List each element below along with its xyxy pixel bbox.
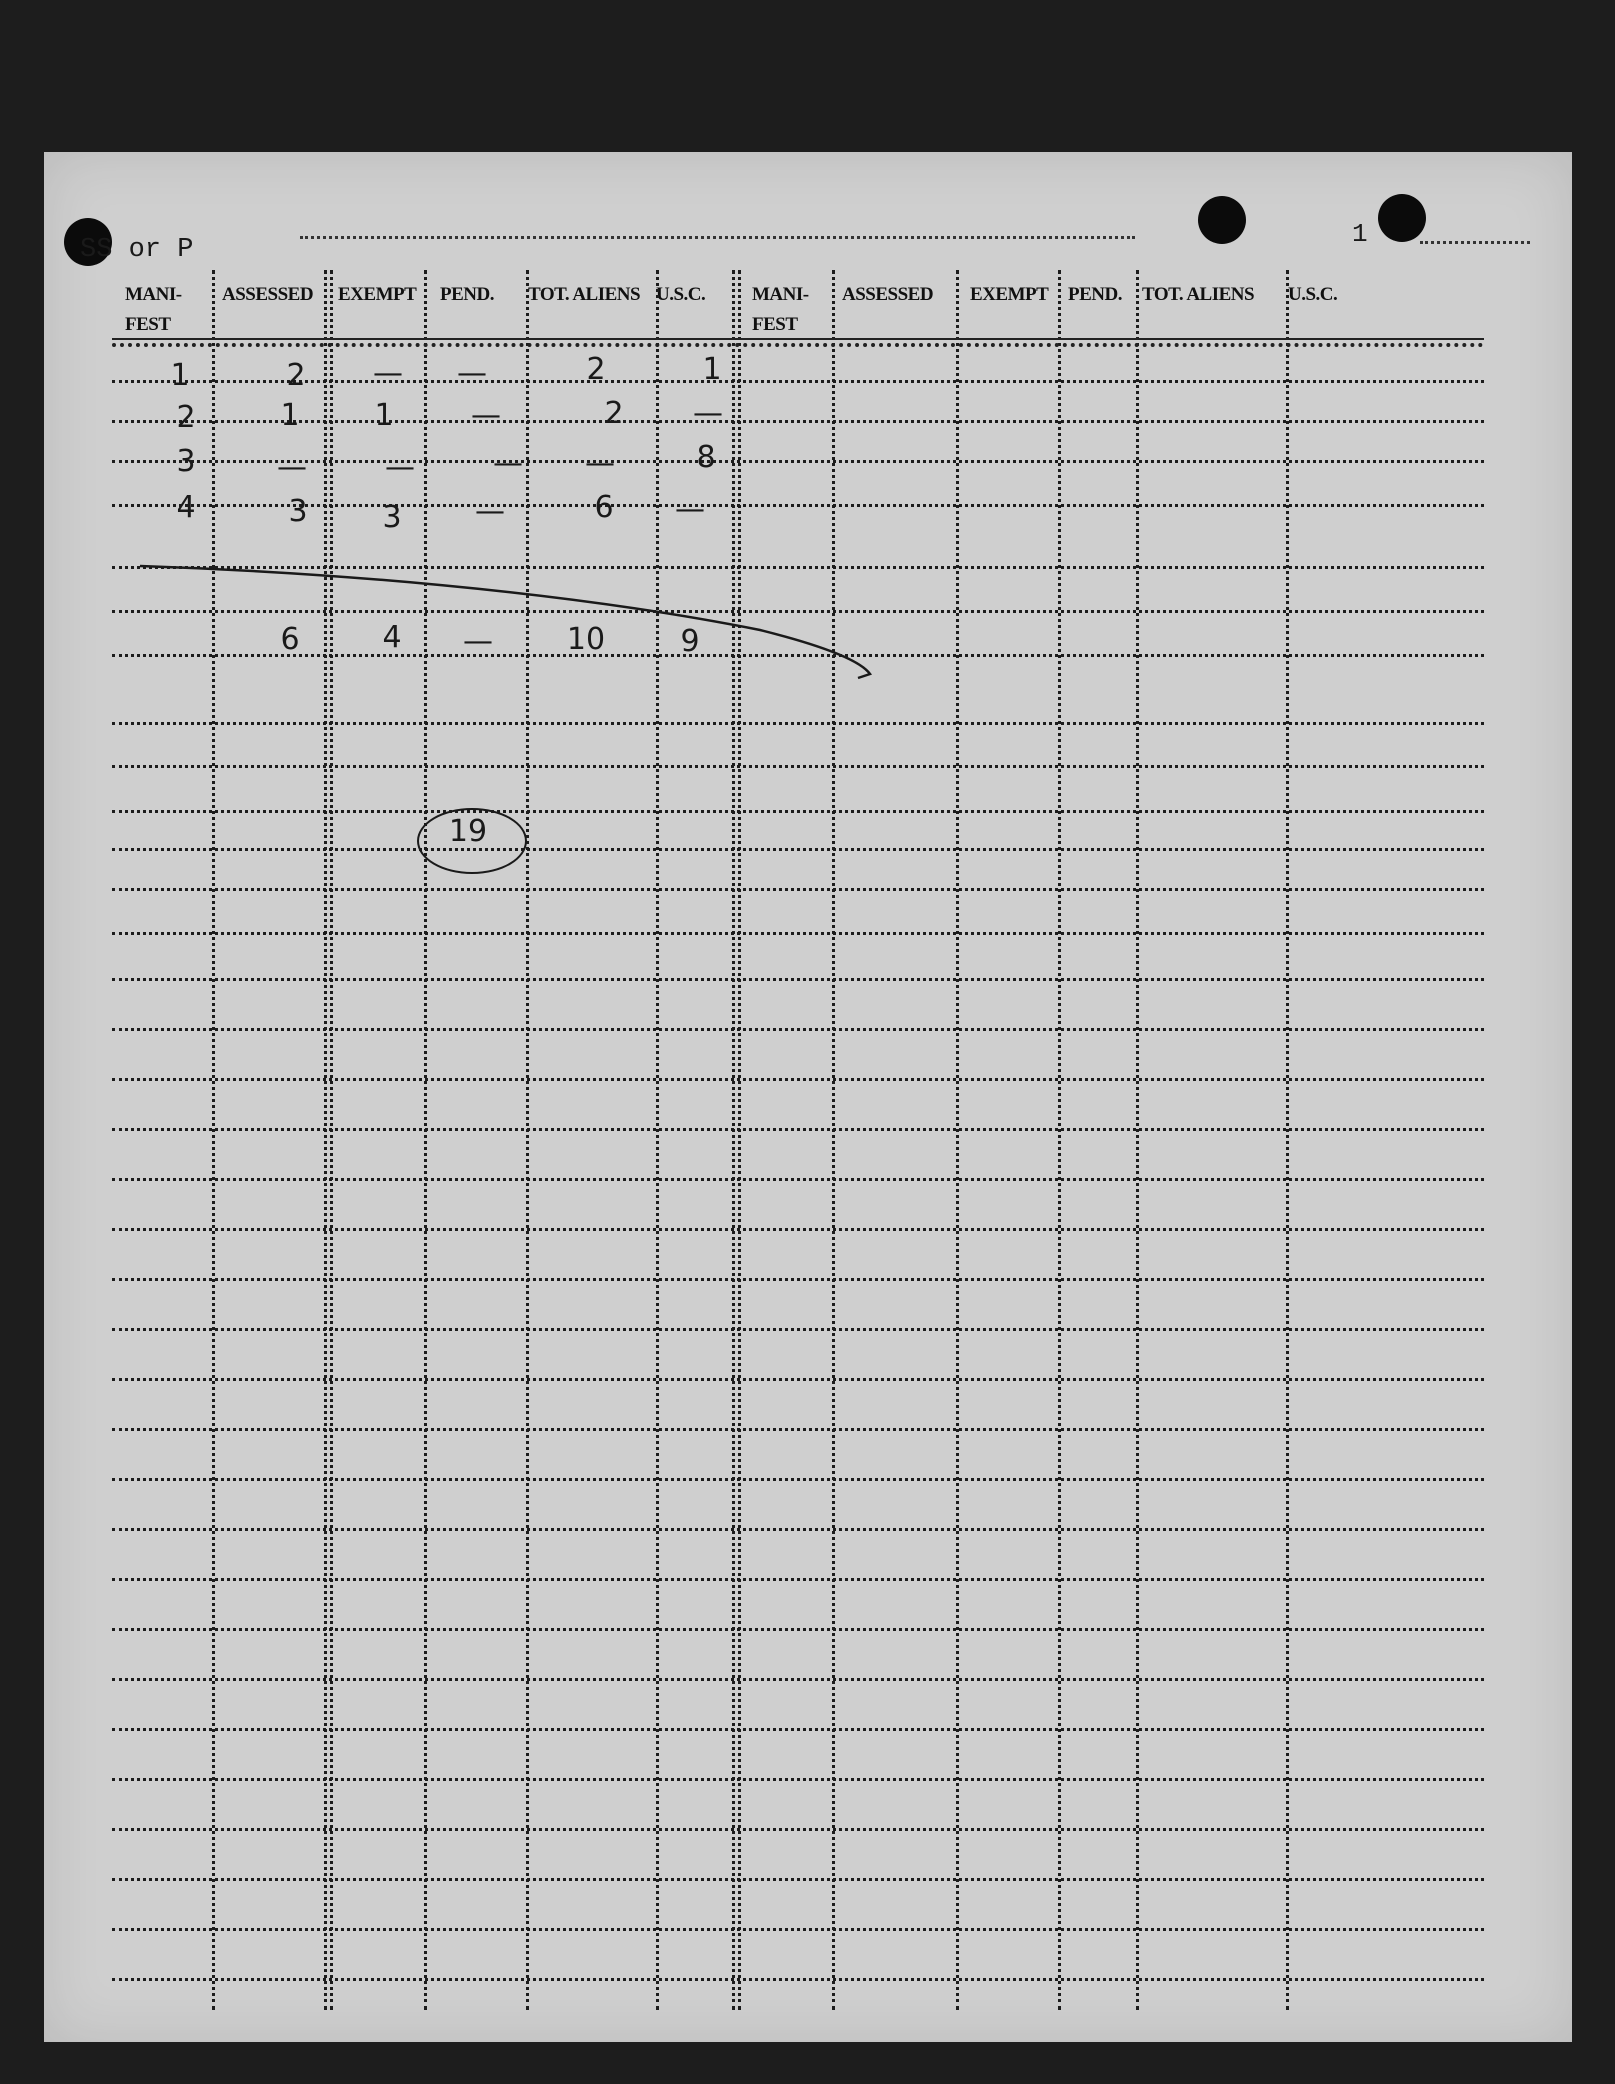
cell-assessed: 2 — [286, 358, 306, 393]
total-pend: — — [463, 624, 493, 659]
col-head-usc-2: U.S.C. — [1288, 284, 1338, 305]
cell-tot-aliens: — — [585, 446, 615, 481]
year-label: 1 — [1352, 219, 1368, 249]
total-tot-aliens: 10 — [566, 622, 606, 657]
col-head-pend-2: PEND. — [1068, 284, 1122, 305]
col-head-exempt-2: EXEMPT — [970, 284, 1049, 305]
cell-pend: — — [471, 398, 501, 433]
col-head-assessed-1: ASSESSED — [222, 284, 314, 305]
cell-tot-aliens: 6 — [594, 490, 614, 525]
cell-assessed: 3 — [288, 494, 308, 529]
col-head-tot-aliens-2: TOT. ALIENS — [1142, 284, 1255, 305]
cell-exempt: — — [385, 450, 415, 485]
cell-manifest: 4 — [176, 490, 196, 525]
col-head-tot-aliens-1: TOT. ALIENS — [528, 284, 641, 305]
cell-assessed: — — [277, 450, 307, 485]
cell-usc: 1 — [702, 352, 722, 387]
ss-label: SS or P — [80, 235, 194, 265]
col-head-assessed-2: ASSESSED — [842, 284, 934, 305]
cell-tot-aliens: 2 — [604, 396, 624, 431]
cell-exempt: 3 — [382, 500, 402, 535]
cell-exempt: 1 — [374, 398, 394, 433]
cell-assessed: 1 — [280, 398, 300, 433]
cell-usc: — — [693, 396, 723, 431]
cell-pend: — — [493, 446, 523, 481]
grand-total: 19 — [448, 814, 488, 849]
col-head-manifest-1-text: MANI- FEST — [125, 284, 182, 335]
cell-manifest: 3 — [176, 444, 196, 479]
cell-manifest: 2 — [176, 400, 196, 435]
col-head-pend-1: PEND. — [440, 284, 494, 305]
col-head-exempt-1: EXEMPT — [338, 284, 417, 305]
cell-pend: — — [457, 356, 487, 391]
col-head-usc-1: U.S.C. — [656, 284, 706, 305]
cell-exempt: — — [373, 356, 403, 391]
total-exempt: 4 — [382, 620, 402, 655]
col-head-manifest-2-text: MANI- FEST — [752, 284, 809, 335]
total-assessed: 6 — [280, 622, 300, 657]
cell-manifest: 1 — [170, 358, 190, 393]
cell-usc: — — [675, 492, 705, 527]
cell-tot-aliens: 2 — [586, 352, 606, 387]
cell-pend: — — [475, 494, 505, 529]
total-usc: 9 — [680, 624, 700, 659]
cell-usc: 8 — [696, 440, 716, 475]
